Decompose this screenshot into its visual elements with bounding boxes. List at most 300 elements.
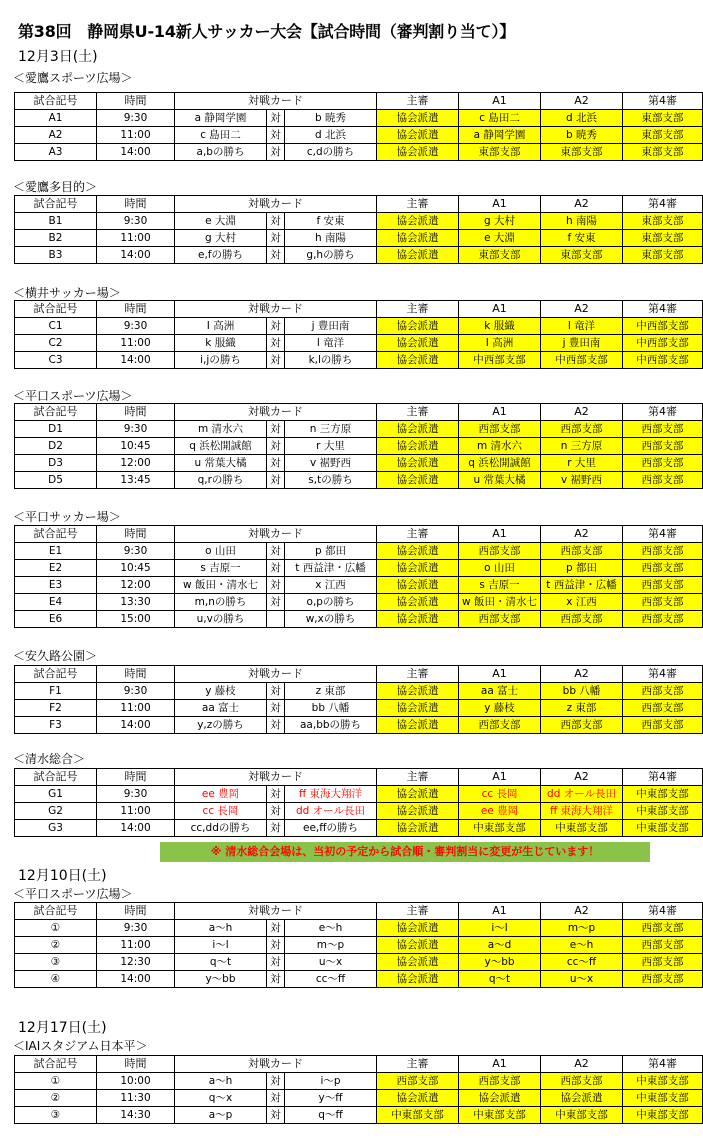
versus-mark: 対: [267, 472, 285, 489]
header-cell: A1: [459, 903, 541, 920]
team-1: g 大村: [175, 230, 267, 247]
assistant-1-cell: ee 豊岡: [459, 803, 541, 820]
team-2: o,pの勝ち: [285, 594, 377, 611]
referee-cell: 西部支部: [377, 1073, 459, 1090]
section-date: 12月10日(土): [18, 868, 107, 884]
header-cell: 対戦カード: [175, 404, 377, 421]
header-cell: 第4審: [623, 769, 703, 786]
versus-mark: 対: [267, 1107, 285, 1124]
referee-cell: 協会派遣: [377, 920, 459, 937]
referee-cell: 協会派遣: [377, 213, 459, 230]
table-row: [15, 352, 703, 369]
team-2: cc〜ff: [285, 971, 377, 988]
header-cell: 主審: [377, 1056, 459, 1073]
team-2: i〜p: [285, 1073, 377, 1090]
header-cell: A1: [459, 666, 541, 683]
versus-mark: 対: [267, 786, 285, 803]
referee-cell: 協会派遣: [377, 937, 459, 954]
team-2: e〜h: [285, 920, 377, 937]
match-code: ③: [15, 954, 97, 971]
header-cell: A2: [541, 769, 623, 786]
match-time: 11:00: [97, 937, 175, 954]
header-cell: A2: [541, 301, 623, 318]
header-cell: A1: [459, 526, 541, 543]
assistant-1-cell: 中西部支部: [459, 352, 541, 369]
assistant-1-cell: m 清水六: [459, 438, 541, 455]
fourth-official-cell: 中西部支部: [623, 318, 703, 335]
table-row: [15, 577, 703, 594]
match-code: ①: [15, 1073, 97, 1090]
assistant-2-cell: 協会派遣: [541, 1090, 623, 1107]
fourth-official-cell: 東部支部: [623, 213, 703, 230]
assistant-1-cell: 中東部支部: [459, 1107, 541, 1124]
assistant-2-cell: x 江西: [541, 594, 623, 611]
header-cell: 主審: [377, 301, 459, 318]
assistant-1-cell: c 島田二: [459, 110, 541, 127]
assistant-1-cell: k 服織: [459, 318, 541, 335]
team-2: k,lの勝ち: [285, 352, 377, 369]
assistant-2-cell: r 大里: [541, 455, 623, 472]
header-cell: 試合記号: [15, 301, 97, 318]
fourth-official-cell: 西部支部: [623, 472, 703, 489]
table-row: [15, 786, 703, 803]
match-code: A2: [15, 127, 97, 144]
venue-label: ＜安久路公園＞: [13, 649, 98, 663]
versus-mark: 対: [267, 352, 285, 369]
schedule-table: [14, 902, 703, 988]
team-1: a〜h: [175, 920, 267, 937]
match-time: 10:45: [97, 438, 175, 455]
versus-mark: 対: [267, 230, 285, 247]
table-row: [15, 560, 703, 577]
team-2: x 江西: [285, 577, 377, 594]
table-row: [15, 971, 703, 988]
fourth-official-cell: 西部支部: [623, 560, 703, 577]
team-1: u 常葉大橘: [175, 455, 267, 472]
header-cell: 時間: [97, 301, 175, 318]
header-cell: 第4審: [623, 404, 703, 421]
table-header-row: [15, 1056, 703, 1073]
assistant-2-cell: 東部支部: [541, 144, 623, 161]
header-cell: 時間: [97, 666, 175, 683]
match-time: 11:00: [97, 230, 175, 247]
assistant-2-cell: 西部支部: [541, 611, 623, 628]
match-time: 14:00: [97, 820, 175, 837]
referee-cell: 協会派遣: [377, 144, 459, 161]
versus-mark: 対: [267, 717, 285, 734]
assistant-1-cell: I 高洲: [459, 335, 541, 352]
match-code: E2: [15, 560, 97, 577]
fourth-official-cell: 東部支部: [623, 144, 703, 161]
versus-mark: 対: [267, 438, 285, 455]
table-row: [15, 110, 703, 127]
assistant-2-cell: 西部支部: [541, 543, 623, 560]
fourth-official-cell: 西部支部: [623, 455, 703, 472]
assistant-2-cell: dd オール長田: [541, 786, 623, 803]
header-cell: 対戦カード: [175, 769, 377, 786]
header-cell: 対戦カード: [175, 666, 377, 683]
referee-cell: 協会派遣: [377, 820, 459, 837]
match-time: 11:00: [97, 803, 175, 820]
match-code: D2: [15, 438, 97, 455]
header-cell: A1: [459, 769, 541, 786]
match-code: ②: [15, 937, 97, 954]
header-cell: 対戦カード: [175, 1056, 377, 1073]
referee-cell: 協会派遣: [377, 803, 459, 820]
header-cell: A2: [541, 526, 623, 543]
assistant-2-cell: e〜h: [541, 937, 623, 954]
versus-mark: 対: [267, 543, 285, 560]
header-cell: 試合記号: [15, 769, 97, 786]
match-time: 15:00: [97, 611, 175, 628]
fourth-official-cell: 西部支部: [623, 594, 703, 611]
assistant-2-cell: b 暁秀: [541, 127, 623, 144]
header-cell: 主審: [377, 666, 459, 683]
match-time: 9:30: [97, 920, 175, 937]
team-1: i,jの勝ち: [175, 352, 267, 369]
header-cell: 主審: [377, 196, 459, 213]
fourth-official-cell: 西部支部: [623, 577, 703, 594]
fourth-official-cell: 西部支部: [623, 954, 703, 971]
referee-cell: 協会派遣: [377, 700, 459, 717]
match-time: 10:00: [97, 1073, 175, 1090]
team-2: b 暁秀: [285, 110, 377, 127]
versus-mark: 対: [267, 110, 285, 127]
assistant-2-cell: bb 八幡: [541, 683, 623, 700]
team-2: l 竜洋: [285, 335, 377, 352]
team-1: q 浜松開誠館: [175, 438, 267, 455]
assistant-1-cell: 西部支部: [459, 1073, 541, 1090]
match-time: 9:30: [97, 786, 175, 803]
assistant-1-cell: q 浜松開誠館: [459, 455, 541, 472]
table-row: [15, 937, 703, 954]
header-cell: 時間: [97, 93, 175, 110]
team-2: h 南陽: [285, 230, 377, 247]
match-code: F1: [15, 683, 97, 700]
assistant-2-cell: t 西益津・広幡: [541, 577, 623, 594]
header-cell: 第4審: [623, 301, 703, 318]
match-code: C2: [15, 335, 97, 352]
assistant-1-cell: 協会派遣: [459, 1090, 541, 1107]
team-1: y,zの勝ち: [175, 717, 267, 734]
versus-mark: 対: [267, 954, 285, 971]
schedule-table: [14, 403, 703, 489]
referee-cell: 協会派遣: [377, 543, 459, 560]
schedule-table: [14, 92, 703, 161]
match-code: D5: [15, 472, 97, 489]
versus-mark: 対: [267, 920, 285, 937]
match-code: C3: [15, 352, 97, 369]
schedule-table: [14, 1055, 703, 1124]
fourth-official-cell: 中西部支部: [623, 352, 703, 369]
header-cell: 第4審: [623, 93, 703, 110]
fourth-official-cell: 西部支部: [623, 438, 703, 455]
match-time: 13:45: [97, 472, 175, 489]
referee-cell: 協会派遣: [377, 611, 459, 628]
table-row: [15, 803, 703, 820]
header-cell: 試合記号: [15, 1056, 97, 1073]
table-row: [15, 1090, 703, 1107]
match-code: A3: [15, 144, 97, 161]
assistant-1-cell: u 常葉大橘: [459, 472, 541, 489]
header-cell: A2: [541, 93, 623, 110]
assistant-1-cell: 西部支部: [459, 717, 541, 734]
assistant-1-cell: w 飯田・清水七: [459, 594, 541, 611]
team-2: j 豊田南: [285, 318, 377, 335]
team-2: z 東部: [285, 683, 377, 700]
fourth-official-cell: 西部支部: [623, 717, 703, 734]
match-time: 9:30: [97, 683, 175, 700]
match-time: 14:00: [97, 247, 175, 264]
match-code: E6: [15, 611, 97, 628]
team-1: a,bの勝ち: [175, 144, 267, 161]
versus-mark: 対: [267, 213, 285, 230]
team-2: dd オール長田: [285, 803, 377, 820]
versus-mark: 対: [267, 560, 285, 577]
team-1: e 大淵: [175, 213, 267, 230]
team-2: d 北浜: [285, 127, 377, 144]
match-code: E1: [15, 543, 97, 560]
team-2: ff 東海大翔洋: [285, 786, 377, 803]
assistant-2-cell: z 東部: [541, 700, 623, 717]
table-row: [15, 472, 703, 489]
match-code: F2: [15, 700, 97, 717]
table-row: [15, 335, 703, 352]
match-time: 11:00: [97, 335, 175, 352]
referee-cell: 協会派遣: [377, 438, 459, 455]
assistant-2-cell: ff 東海大翔洋: [541, 803, 623, 820]
table-header-row: [15, 301, 703, 318]
match-time: 10:45: [97, 560, 175, 577]
match-code: ③: [15, 1107, 97, 1124]
header-cell: 第4審: [623, 526, 703, 543]
team-1: q〜x: [175, 1090, 267, 1107]
versus-mark: 対: [267, 455, 285, 472]
header-cell: 対戦カード: [175, 903, 377, 920]
match-time: 14:00: [97, 352, 175, 369]
header-cell: 時間: [97, 769, 175, 786]
assistant-2-cell: 中西部支部: [541, 352, 623, 369]
section-date: 12月17日(土): [18, 1020, 107, 1036]
table-header-row: [15, 404, 703, 421]
assistant-1-cell: aa 富士: [459, 683, 541, 700]
match-time: 14:00: [97, 717, 175, 734]
team-1: o 山田: [175, 543, 267, 560]
header-cell: 試合記号: [15, 196, 97, 213]
fourth-official-cell: 東部支部: [623, 247, 703, 264]
referee-cell: 協会派遣: [377, 717, 459, 734]
fourth-official-cell: 西部支部: [623, 700, 703, 717]
versus-mark: 対: [267, 1090, 285, 1107]
schedule-table: [14, 195, 703, 264]
team-2: m〜p: [285, 937, 377, 954]
fourth-official-cell: 中東部支部: [623, 820, 703, 837]
match-time: 9:30: [97, 543, 175, 560]
assistant-2-cell: 西部支部: [541, 1073, 623, 1090]
table-row: [15, 954, 703, 971]
assistant-2-cell: 中東部支部: [541, 820, 623, 837]
team-1: cc,ddの勝ち: [175, 820, 267, 837]
referee-cell: 協会派遣: [377, 472, 459, 489]
table-row: [15, 1073, 703, 1090]
team-1: q,rの勝ち: [175, 472, 267, 489]
header-cell: 時間: [97, 196, 175, 213]
team-1: m 清水六: [175, 421, 267, 438]
team-2: f 安東: [285, 213, 377, 230]
team-1: a 静岡学園: [175, 110, 267, 127]
team-2: q〜ff: [285, 1107, 377, 1124]
assistant-2-cell: 西部支部: [541, 717, 623, 734]
match-code: F3: [15, 717, 97, 734]
fourth-official-cell: 中東部支部: [623, 1107, 703, 1124]
referee-cell: 協会派遣: [377, 577, 459, 594]
team-2: p 都田: [285, 543, 377, 560]
match-code: ②: [15, 1090, 97, 1107]
match-time: 12:00: [97, 577, 175, 594]
team-1: k 服織: [175, 335, 267, 352]
fourth-official-cell: 中東部支部: [623, 803, 703, 820]
fourth-official-cell: 西部支部: [623, 611, 703, 628]
versus-mark: 対: [267, 971, 285, 988]
assistant-1-cell: 西部支部: [459, 611, 541, 628]
team-2: u〜x: [285, 954, 377, 971]
match-code: D3: [15, 455, 97, 472]
assistant-1-cell: 中東部支部: [459, 820, 541, 837]
referee-cell: 協会派遣: [377, 247, 459, 264]
venue-label: ＜横井サッカー場＞: [13, 286, 121, 300]
table-row: [15, 438, 703, 455]
assistant-2-cell: n 三方原: [541, 438, 623, 455]
assistant-1-cell: s 吉原一: [459, 577, 541, 594]
change-notice: ※ 清水総合会場は、当初の予定から試合順・審判割当に変更が生じています！: [160, 842, 650, 862]
fourth-official-cell: 西部支部: [623, 971, 703, 988]
header-cell: 試合記号: [15, 903, 97, 920]
referee-cell: 協会派遣: [377, 421, 459, 438]
header-cell: A1: [459, 1056, 541, 1073]
fourth-official-cell: 西部支部: [623, 937, 703, 954]
header-cell: 対戦カード: [175, 196, 377, 213]
header-cell: 主審: [377, 404, 459, 421]
header-cell: 主審: [377, 769, 459, 786]
schedule-table: [14, 525, 703, 628]
table-row: [15, 144, 703, 161]
table-row: [15, 820, 703, 837]
versus-mark: 対: [267, 144, 285, 161]
fourth-official-cell: 中東部支部: [623, 786, 703, 803]
team-2: y〜ff: [285, 1090, 377, 1107]
header-cell: 第4審: [623, 666, 703, 683]
table-row: [15, 455, 703, 472]
match-code: A1: [15, 110, 97, 127]
venue-label: ＜IAIスタジアム日本平＞: [13, 1039, 148, 1053]
team-2: w,xの勝ち: [285, 611, 377, 628]
match-time: 9:30: [97, 110, 175, 127]
match-time: 12:00: [97, 455, 175, 472]
venue-label: ＜平口スポーツ広場＞: [13, 389, 133, 403]
table-row: [15, 247, 703, 264]
team-1: a〜h: [175, 1073, 267, 1090]
fourth-official-cell: 西部支部: [623, 683, 703, 700]
section-date: 12月3日(土): [18, 49, 98, 65]
assistant-1-cell: 東部支部: [459, 144, 541, 161]
table-row: [15, 127, 703, 144]
assistant-1-cell: a〜d: [459, 937, 541, 954]
referee-cell: 協会派遣: [377, 786, 459, 803]
header-cell: A2: [541, 666, 623, 683]
header-cell: A1: [459, 93, 541, 110]
match-time: 14:00: [97, 971, 175, 988]
team-1: I 高洲: [175, 318, 267, 335]
fourth-official-cell: 西部支部: [623, 421, 703, 438]
versus-mark: 対: [267, 1073, 285, 1090]
versus-mark: 対: [267, 247, 285, 264]
table-row: [15, 230, 703, 247]
header-cell: A2: [541, 1056, 623, 1073]
team-2: n 三方原: [285, 421, 377, 438]
header-cell: A2: [541, 196, 623, 213]
table-row: [15, 1107, 703, 1124]
fourth-official-cell: 中東部支部: [623, 1090, 703, 1107]
header-cell: A1: [459, 404, 541, 421]
assistant-1-cell: g 大村: [459, 213, 541, 230]
header-cell: 第4審: [623, 1056, 703, 1073]
header-cell: A2: [541, 903, 623, 920]
match-code: C1: [15, 318, 97, 335]
header-cell: 時間: [97, 526, 175, 543]
match-time: 11:00: [97, 700, 175, 717]
match-time: 14:30: [97, 1107, 175, 1124]
team-2: g,hの勝ち: [285, 247, 377, 264]
assistant-2-cell: cc〜ff: [541, 954, 623, 971]
fourth-official-cell: 西部支部: [623, 920, 703, 937]
referee-cell: 協会派遣: [377, 954, 459, 971]
assistant-2-cell: v 裾野西: [541, 472, 623, 489]
table-row: [15, 700, 703, 717]
referee-cell: 協会派遣: [377, 230, 459, 247]
referee-cell: 中東部支部: [377, 1107, 459, 1124]
versus-mark: 対: [267, 700, 285, 717]
header-cell: 時間: [97, 903, 175, 920]
header-cell: 主審: [377, 903, 459, 920]
referee-cell: 協会派遣: [377, 335, 459, 352]
team-2: v 裾野西: [285, 455, 377, 472]
team-2: r 大里: [285, 438, 377, 455]
team-1: a〜p: [175, 1107, 267, 1124]
referee-cell: 協会派遣: [377, 127, 459, 144]
fourth-official-cell: 中東部支部: [623, 1073, 703, 1090]
referee-cell: 協会派遣: [377, 110, 459, 127]
header-cell: 主審: [377, 526, 459, 543]
match-code: ①: [15, 920, 97, 937]
header-cell: A2: [541, 404, 623, 421]
team-1: m,nの勝ち: [175, 594, 267, 611]
assistant-1-cell: a 静岡学園: [459, 127, 541, 144]
table-row: [15, 717, 703, 734]
versus-mark: 対: [267, 803, 285, 820]
versus-mark: 対: [267, 594, 285, 611]
header-cell: A1: [459, 301, 541, 318]
versus-mark: 対: [267, 937, 285, 954]
team-1: aa 富士: [175, 700, 267, 717]
team-2: t 西益津・広幡: [285, 560, 377, 577]
match-code: B2: [15, 230, 97, 247]
assistant-2-cell: p 都田: [541, 560, 623, 577]
fourth-official-cell: 東部支部: [623, 110, 703, 127]
assistant-2-cell: m〜p: [541, 920, 623, 937]
match-time: 12:30: [97, 954, 175, 971]
assistant-2-cell: 西部支部: [541, 421, 623, 438]
header-cell: A1: [459, 196, 541, 213]
